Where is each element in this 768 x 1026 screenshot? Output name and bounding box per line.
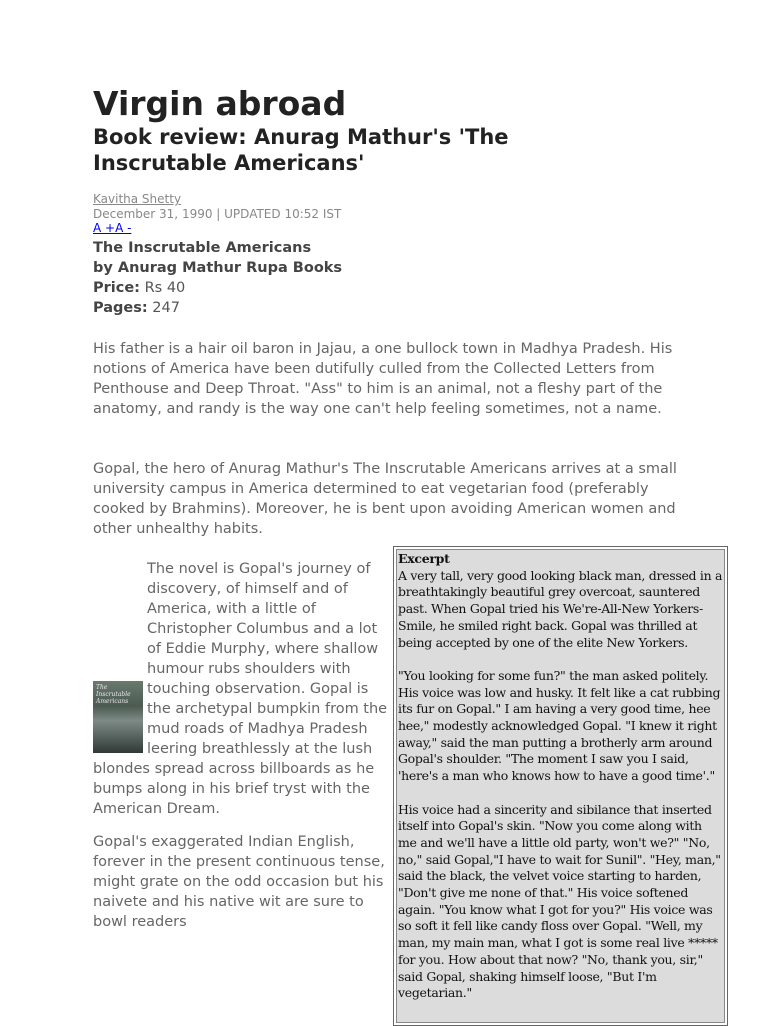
author-link[interactable]: Kavitha Shetty xyxy=(93,192,182,206)
book-title: The Inscrutable Americans xyxy=(93,240,312,256)
book-details xyxy=(93,238,342,318)
article-paragraph-3-text: The novel is Gopal's journey of discovery, of himself and of America, with a little of Christopher Columbus and a lot of Eddie Murphy, where shallow humour rubs shoulders with touching observation. Gopal is the archetypal bumpkin from the mud roads of Madhya Pradesh leering breathlessly at the lush blondes spread across billboards as he bumps along in his brief tryst with the American Dream. xyxy=(93,561,388,817)
article-paragraph-2: Gopal, the hero of Anurag Mathur's The Inscrutable Americans arrives at a small university campus in America determined to eat vegetarian food (preferably cooked by Brahmins). Moreover, he is bent upon avoiding American women and other unhealthy habits. xyxy=(93,461,677,537)
image-spacer xyxy=(93,679,147,753)
excerpt-paragraph-3: His voice had a sincerity and sibilance that inserted itself into Gopal's skin. "Now you come along with me and we'll have a little old party, won't we?" "No, no," said Gopal,"I have to wait for Sunil". "Hey, man," said the black, the velvet voice starting to harden, "Don't give me none of that." His voice softened again. "You know what I got for you?" His voice was so soft it fell like candy floss over Gopal. "Well, my man, my main man, what I got is some real live ***** for you. How about that now? "No, thank you, sir," said Gopal, shaking himself loose, "But I'm vegetarian." xyxy=(398,801,721,1001)
article-subtitle: Book review: Anurag Mathur's 'The Inscrutable Americans' xyxy=(93,125,509,175)
article-title: Virgin abroad xyxy=(93,84,347,123)
price-label: Price: xyxy=(93,280,140,296)
excerpt-paragraph-1: A very tall, very good looking black man, dressed in a breathtakingly beautiful grey overcoat, sauntered past. When Gopal tried his We're-All-New Yorkers-Smile, he smiled right back. Gopal was thrilled at being accepted by one of the elite New Yorkers. xyxy=(398,567,723,650)
book-cover-text: The Inscrutable Americans xyxy=(96,684,131,705)
article-paragraph-1: His father is a hair oil baron in Jajau, a one bullock town in Madhya Pradesh. His notions of America have been dutifully culled from the Collected Letters from Penthouse and Deep Throat. "Ass" to him is an animal, not a fleshy part of the anatomy, and randy is the way one can't help feeling sometimes, not a name. xyxy=(93,341,673,417)
article-paragraph-3 xyxy=(93,559,393,819)
excerpt-paragraph-2: "You looking for some fun?" the man asked politely. His voice was low and husky. It felt like a cat rubbing its fur on Gopal." I am having a very good time, hee hee," modestly acknowledged Gopal. "I knew it right away," said the man putting a brotherly arm around Gopal's shoulder. "The moment I saw you I said, 'here's a man who knows how to have a good time'." xyxy=(398,667,721,784)
font-size-controls[interactable]: A +A - xyxy=(93,221,132,235)
article-paragraph-4: Gopal's exaggerated Indian English, forever in the present continuous tense, might grate on the odd occasion but his naivete and his native wit are sure to bowl readers xyxy=(93,834,385,930)
pages-label: Pages: xyxy=(93,300,148,316)
book-author-publisher: by Anurag Mathur Rupa Books xyxy=(93,260,343,276)
price-value: Rs 40 xyxy=(144,280,186,296)
excerpt-box xyxy=(393,546,728,1026)
pages-value: 247 xyxy=(152,300,180,316)
excerpt-heading: Excerpt xyxy=(398,551,450,566)
article-dateline: December 31, 1990 | UPDATED 10:52 IST xyxy=(93,207,342,221)
